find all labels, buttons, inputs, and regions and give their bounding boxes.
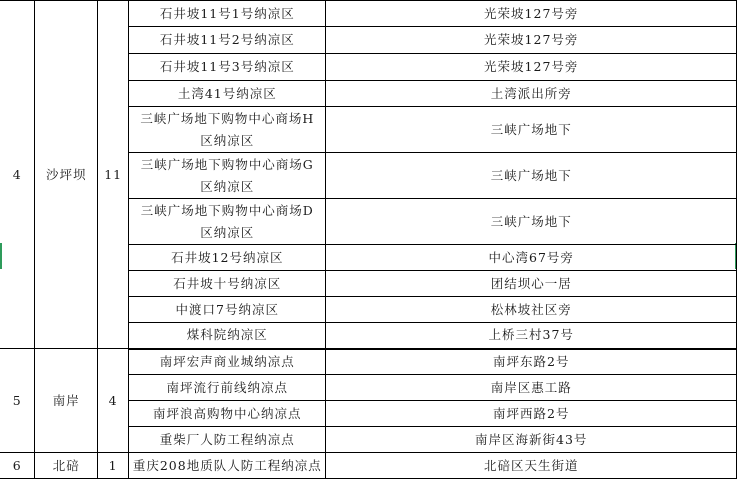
spot-name: 石井坡12号纳凉区 — [129, 245, 326, 271]
spot-address: 三峡广场地下 — [326, 107, 737, 153]
spot-address: 三峡广场地下 — [326, 199, 737, 245]
spot-name: 石井坡11号1号纳凉区 — [129, 1, 326, 27]
spot-name: 重柴厂人防工程纳凉点 — [129, 427, 326, 453]
spot-address: 上桥三村37号 — [326, 323, 737, 349]
spot-name: 三峡广场地下购物中心商场G区纳凉区 — [129, 153, 326, 199]
row-number: 6 — [0, 453, 35, 479]
spot-name: 石井坡11号2号纳凉区 — [129, 27, 326, 54]
table-row — [0, 1, 737, 27]
spot-address: 光荣坡127号旁 — [326, 27, 737, 54]
spot-name: 南坪宏声商业城纳凉点 — [129, 349, 326, 375]
spot-address: 光荣坡127号旁 — [326, 1, 737, 27]
district-name: 南岸 — [35, 349, 98, 453]
spot-address: 光荣坡127号旁 — [326, 54, 737, 81]
spot-name: 南坪流行前线纳凉点 — [129, 375, 326, 401]
row-number: 5 — [0, 349, 35, 453]
spot-address: 南坪西路2号 — [326, 401, 737, 427]
district-name: 沙坪坝 — [35, 1, 98, 349]
district-name: 北碚 — [35, 453, 98, 479]
spot-name: 中渡口7号纳凉区 — [129, 297, 326, 323]
spot-address: 中心湾67号旁 — [326, 245, 737, 271]
spot-name: 重庆208地质队人防工程纳凉点 — [129, 453, 326, 479]
spot-name: 三峡广场地下购物中心商场D区纳凉区 — [129, 199, 326, 245]
spot-count: 4 — [98, 349, 129, 453]
spot-name: 石井坡11号3号纳凉区 — [129, 54, 326, 81]
table-row — [0, 349, 737, 375]
spot-address: 土湾派出所旁 — [326, 81, 737, 107]
spot-address: 松林坡社区旁 — [326, 297, 737, 323]
spot-name: 石井坡十号纳凉区 — [129, 271, 326, 297]
table-row — [0, 453, 737, 479]
spot-address: 北碚区天生街道 — [326, 453, 737, 479]
spot-count: 11 — [98, 1, 129, 349]
spot-name: 南坪浪高购物中心纳凉点 — [129, 401, 326, 427]
spot-address: 团结坝心一居 — [326, 271, 737, 297]
spot-address: 南坪东路2号 — [326, 349, 737, 375]
row-number: 4 — [0, 1, 35, 349]
spot-name: 三峡广场地下购物中心商场H区纳凉区 — [129, 107, 326, 153]
spot-name: 煤科院纳凉区 — [129, 323, 326, 349]
spot-address: 南岸区海新街43号 — [326, 427, 737, 453]
spot-count: 1 — [98, 453, 129, 479]
spot-address: 南岸区惠工路 — [326, 375, 737, 401]
spot-name: 土湾41号纳凉区 — [129, 81, 326, 107]
spot-address: 三峡广场地下 — [326, 153, 737, 199]
